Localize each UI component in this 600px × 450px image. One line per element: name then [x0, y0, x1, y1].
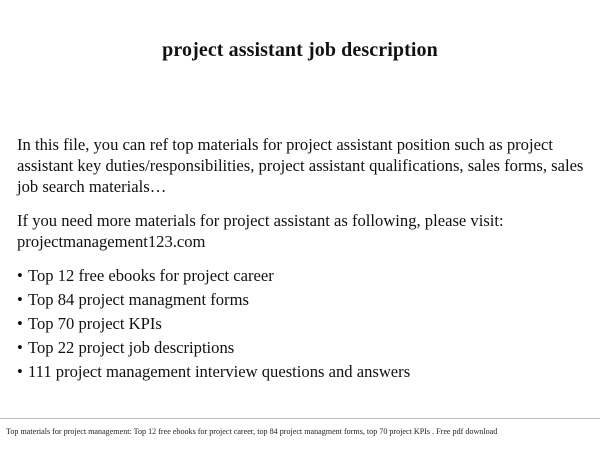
list-item-text: Top 84 project managment forms — [28, 290, 249, 309]
list-item-text: 111 project management interview questions and answers — [28, 362, 411, 381]
list-item — [17, 312, 587, 336]
footer-divider — [0, 418, 600, 419]
bullet-icon: • — [17, 266, 23, 285]
list-item-text: Top 70 project KPIs — [28, 314, 162, 333]
intro-paragraph: In this file, you can ref top materials for project assistant position such as project assistant key duties/responsibilities, project assistant qualifications, sales forms, sales job search materials… — [17, 135, 584, 196]
bullet-icon: • — [17, 338, 23, 357]
list-item — [17, 288, 587, 312]
list-item — [17, 264, 587, 288]
page-title: project assistant job description — [162, 39, 438, 61]
bullet-icon: • — [17, 362, 23, 381]
materials-list — [17, 264, 587, 384]
list-item-text: Top 12 free ebooks for project career — [28, 266, 274, 285]
list-item-text: Top 22 project job descriptions — [28, 338, 235, 357]
bullet-icon: • — [17, 314, 23, 333]
list-item — [17, 336, 587, 360]
bullet-icon: • — [17, 290, 23, 309]
more-materials-paragraph: If you need more materials for project assistant as following, please visit: projectmanagement123.com — [17, 211, 504, 251]
list-item — [17, 360, 587, 384]
footer-text: Top materials for project management: Top 12 free ebooks for project career, top 84 project managment forms, top 70 project KPIs . Free pdf download — [6, 427, 498, 436]
